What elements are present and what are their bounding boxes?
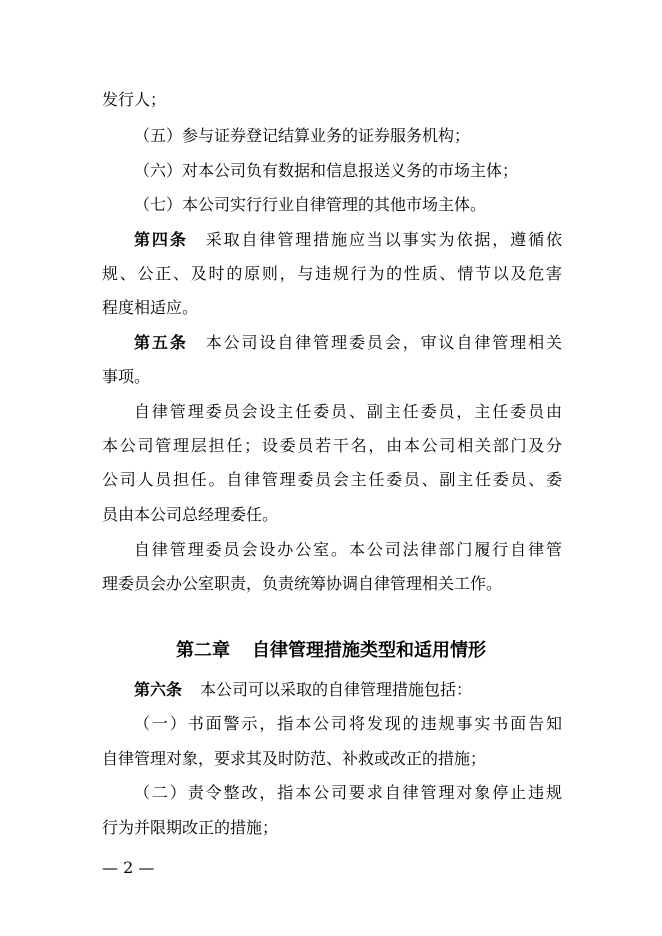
text-line: 程度相适应。 — [102, 298, 199, 317]
page-number: — 2 — — [102, 858, 155, 877]
text-line: （一）书面警示，指本公司将发现的违规事实书面告知 — [134, 714, 562, 733]
text-line: 自律管理委员会设主任委员、副主任委员，主任委员由 — [134, 402, 562, 421]
text-line: 自律管理对象，要求其及时防范、补救或改正的措施； — [102, 749, 487, 768]
chapter-title: 自律管理措施类型和适用情形 — [252, 640, 486, 661]
article-5-line — [134, 333, 562, 353]
text-span: 本公司可以采取的自律管理措施包括： — [200, 680, 473, 699]
article-4-line — [134, 230, 562, 250]
text-line: （六）对本公司负有数据和信息报送义务的市场主体； — [134, 161, 519, 180]
article-6-label: 第六条 — [134, 680, 183, 699]
text-line: 员由本公司总经理委任。 — [102, 505, 279, 524]
article-5-label: 第五条 — [134, 333, 188, 352]
text-line: 规、公正、及时的原则，与违规行为的性质、情节以及危害 — [102, 264, 562, 283]
article-4-label: 第四条 — [134, 230, 188, 249]
text-line: 本公司管理层担任；设委员若干名，由本公司相关部门及分 — [102, 436, 562, 455]
text-line: 公司人员担任。自律管理委员会主任委员、副主任委员、委 — [102, 470, 562, 489]
text-line: 自律管理委员会设办公室。本公司法律部门履行自律管 — [134, 540, 562, 559]
text-line: 行为并限期改正的措施； — [102, 818, 279, 837]
text-line: （七）本公司实行行业自律管理的其他市场主体。 — [134, 195, 487, 214]
text-line: 事项。 — [102, 367, 151, 386]
text-line: 发行人； — [102, 90, 167, 109]
text-line: （二）责令整改，指本公司要求自律管理对象停止违规 — [134, 783, 562, 802]
text-span: 本公司设自律管理委员会，审议自律管理相关 — [205, 333, 562, 352]
article-6-line — [134, 680, 562, 700]
text-line: （五）参与证券登记结算业务的证券服务机构； — [134, 126, 471, 145]
text-span: 采取自律管理措施应当以事实为依据，遵循依 — [205, 230, 562, 249]
chapter-number: 第二章 — [176, 640, 230, 661]
chapter-heading — [0, 640, 662, 662]
text-line: 理委员会办公室职责，负责统筹协调自律管理相关工作。 — [102, 574, 503, 593]
